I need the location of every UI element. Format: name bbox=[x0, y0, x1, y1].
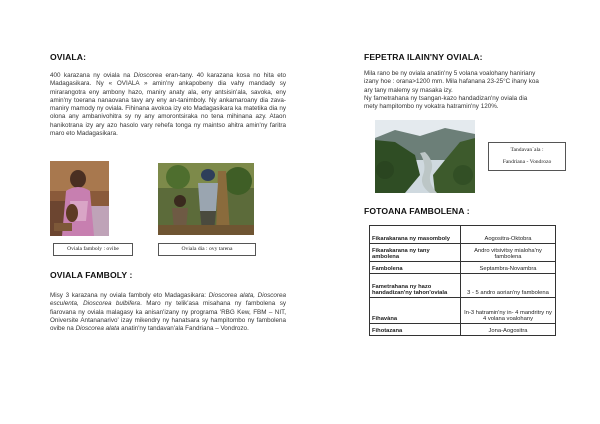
oviala-famboly-paragraph: Misy 3 karazana ny oviala famboly eto Madagasikara: Dioscorea alata, Dioscorea esculenta, Dioscorea bulbifera. Maro ny telik'asa misahana ny fambolena sy fiarovana ny oviala malagasy ka anisan'izany ny programa 'RBG Kew, FBM – NIT, Oniversite Antananarivo' izay mikendry ny hanatsara sy hampitombo ny fambolena ovibe na Dioscorea alata anatin'ny tandavan'ala Fandriana – Vondrozo. bbox=[50, 292, 286, 333]
caption-ovibe: Oviala famboly : ovibe bbox=[53, 243, 133, 256]
row-key: Fikarakarana ny masomboly bbox=[370, 226, 461, 244]
table-row bbox=[370, 244, 556, 262]
fepetra-line: izany hoe : orana>1200 mm. Mila hafanana 23-25°C ihany koa bbox=[364, 78, 539, 86]
row-value: 3 - 5 andro aorian'ny fambolena bbox=[461, 274, 556, 298]
caption-line-1: Tandavan`ala : bbox=[510, 147, 544, 153]
row-value: In-3 hatramin'ny in- 4 mandritry ny 4 volana voalohany bbox=[461, 298, 556, 324]
row-key: Fikarakarana ny tany ambolena bbox=[370, 244, 461, 262]
table-row bbox=[370, 298, 556, 324]
row-key: Fihotazana bbox=[370, 324, 461, 336]
oviala-paragraph: 400 karazana ny oviala na Dioscorea eran-tany. 40 karazana kosa no hita eto Madagasikara. Ny « OVIALA » amin'ny ankapobeny dia vahy mandady sy mirarangotra eny ambony hazo, maniry anaty ala, eny antsisin'ala, savoka, eny amin'ny toerana nanaovana tavy ary eny an-tanimboly. Ny ankamaroany dia zava-maniry mamody ny oviala. Fihinana avokoa izy eto Madagasikara ka matetika dia ny olona any ambanivohitra sy ny any amorontsiraka no tena mihinana azy. Ataon hanikotrana izy ary azo hasolo vary rehefa tonga ny maintso ahitra amin'ny faritra maro eto Madagasikara. bbox=[50, 72, 287, 138]
caption-tandavan-ala bbox=[488, 142, 566, 171]
row-key: Fihavàna bbox=[370, 298, 461, 324]
fepetra-line: ary tany malemy sy masaka izy. bbox=[364, 86, 453, 94]
section-heading-fepetra: FEPETRA ILAIN'NY OVIALA: bbox=[364, 52, 483, 62]
caption-ovy-tarena: Oviala dia : ovy tarena bbox=[158, 243, 256, 256]
row-key: Fametrahana ny hazo handadizan'ny tahon'oviala bbox=[370, 274, 461, 298]
row-value: Aogositra-Oktobra bbox=[461, 226, 556, 244]
table-row bbox=[370, 262, 556, 274]
fepetra-line: mety hampitombo ny vokatra hatramin'ny 120%. bbox=[364, 103, 499, 111]
photo-tandavan-ala bbox=[375, 120, 475, 193]
row-key: Fambolena bbox=[370, 262, 461, 274]
fepetra-line: Mila rano be ny oviala anatin'ny 5 volana voalohany haniriany bbox=[364, 70, 536, 77]
section-heading-oviala: OVIALA: bbox=[50, 52, 87, 62]
row-value: Jona-Aogositra bbox=[461, 324, 556, 336]
section-heading-oviala-famboly: OVIALA FAMBOLY : bbox=[50, 270, 133, 280]
caption-line-2: Fandriana - Vondrozo bbox=[502, 159, 552, 165]
fotoana-fambolena-table bbox=[369, 225, 556, 336]
table-row bbox=[370, 324, 556, 336]
table-row bbox=[370, 226, 556, 244]
fepetra-paragraph bbox=[364, 70, 600, 111]
row-value: Andro vitsivitsy mialoha'ny fambolena bbox=[461, 244, 556, 262]
photo-ovy-tarena bbox=[158, 163, 254, 235]
fepetra-line: Ny fametrahana ny tsangan-kazo handadizan'ny oviala dia bbox=[364, 94, 528, 102]
photo-ovibe bbox=[50, 161, 109, 236]
table-row bbox=[370, 274, 556, 298]
row-value: Septambra-Novambra bbox=[461, 262, 556, 274]
section-heading-fotoana-fambolena: FOTOANA FAMBOLENA : bbox=[364, 206, 470, 216]
